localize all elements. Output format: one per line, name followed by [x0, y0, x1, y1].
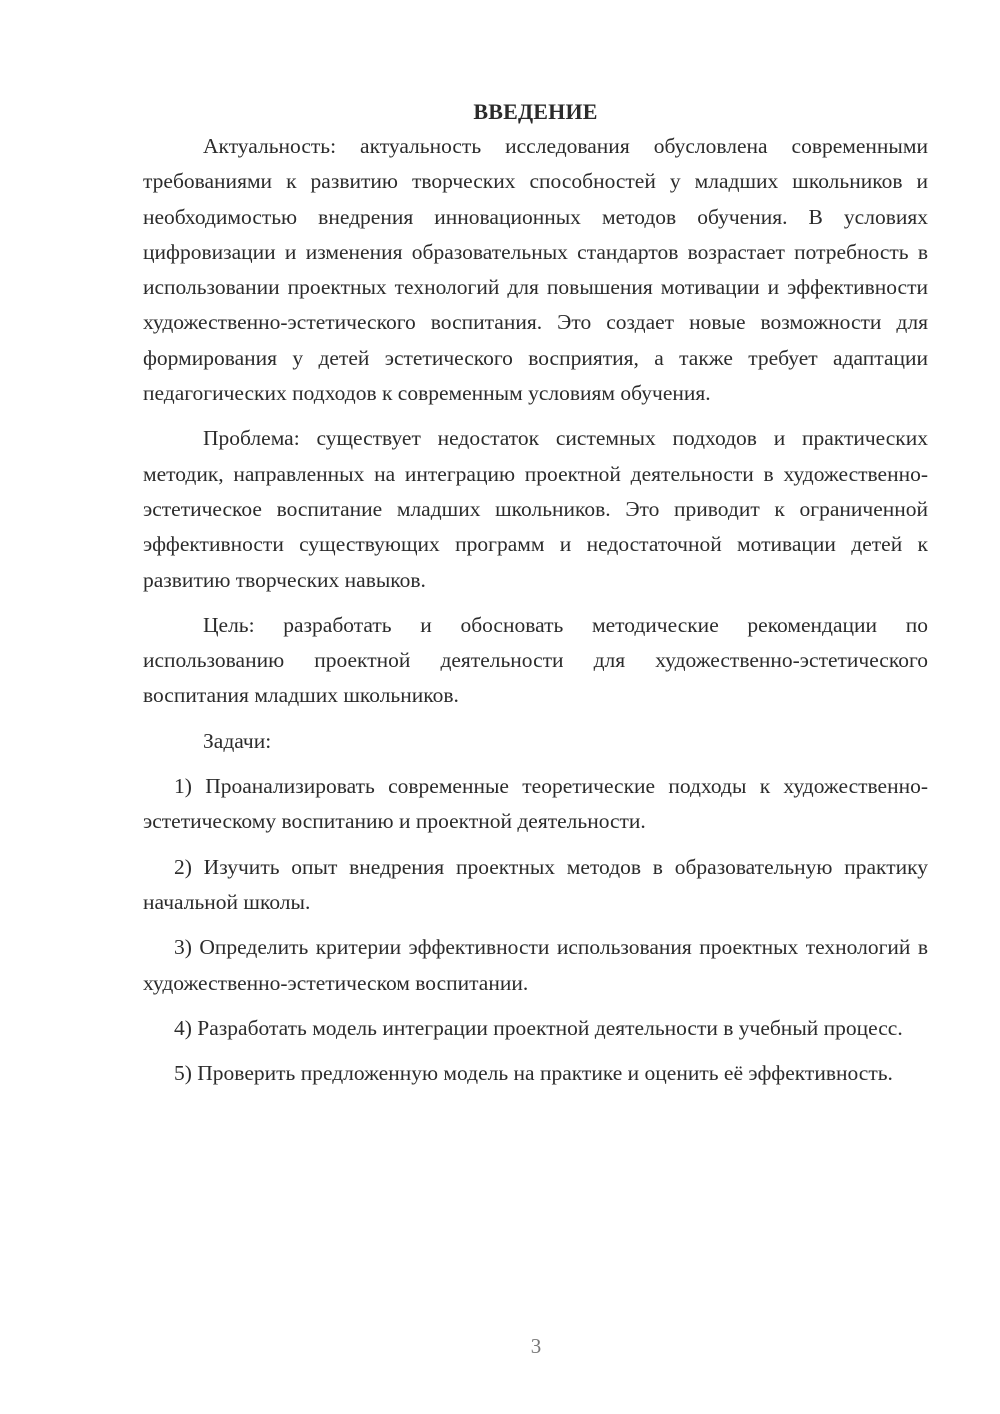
page-number: 3: [530, 1334, 542, 1358]
task-item-4: 4) Разработать модель интеграции проектной деятельности в учебный процесс.: [174, 1015, 903, 1040]
task-item-2: 2) Изучить опыт внедрения проектных методов в образовательную практику начальной школы.: [143, 854, 928, 914]
task-item-3: 3) Определить критерии эффективности использования проектных технологий в художественно-эстетическом воспитании.: [143, 935, 928, 995]
problem-paragraph: Проблема: существует недостаток системных подходов и практических методик, направленных на интеграцию проектной деятельности в художественно-эстетическое воспитание младших школьников. Это приводит к ограниченной эффективности существующих программ и недостаточной мотивации детей к развитию творческих навыков.: [143, 426, 928, 592]
goal-paragraph: Цель: разработать и обосновать методические рекомендации по использованию проектной деятельности для художественно-эстетического воспитания младших школьников.: [143, 612, 928, 708]
task-item-1: 1) Проанализировать современные теоретические подходы к художественно-эстетическому воспитанию и проектной деятельности.: [143, 774, 928, 834]
relevance-paragraph: Актуальность: актуальность исследования обусловлена современными требованиями к развитию творческих способностей у младших школьников и необходимостью внедрения инновационных методов обучения. В условиях цифровизации и изменения образовательных стандартов возрастает потребность в использовании проектных технологий для повышения мотивации и эффективности художественно-эстетического воспитания. Это создает новые возможности для формирования у детей эстетического восприятия, а также требует адаптации педагогических подходов к современным условиям обучения.: [143, 134, 928, 406]
tasks-heading: Задачи:: [203, 728, 272, 753]
task-item-5: 5) Проверить предложенную модель на практике и оценить её эффективность.: [174, 1061, 893, 1086]
document-page: [143, 94, 928, 1091]
section-title: ВВЕДЕНИЕ: [473, 99, 598, 124]
